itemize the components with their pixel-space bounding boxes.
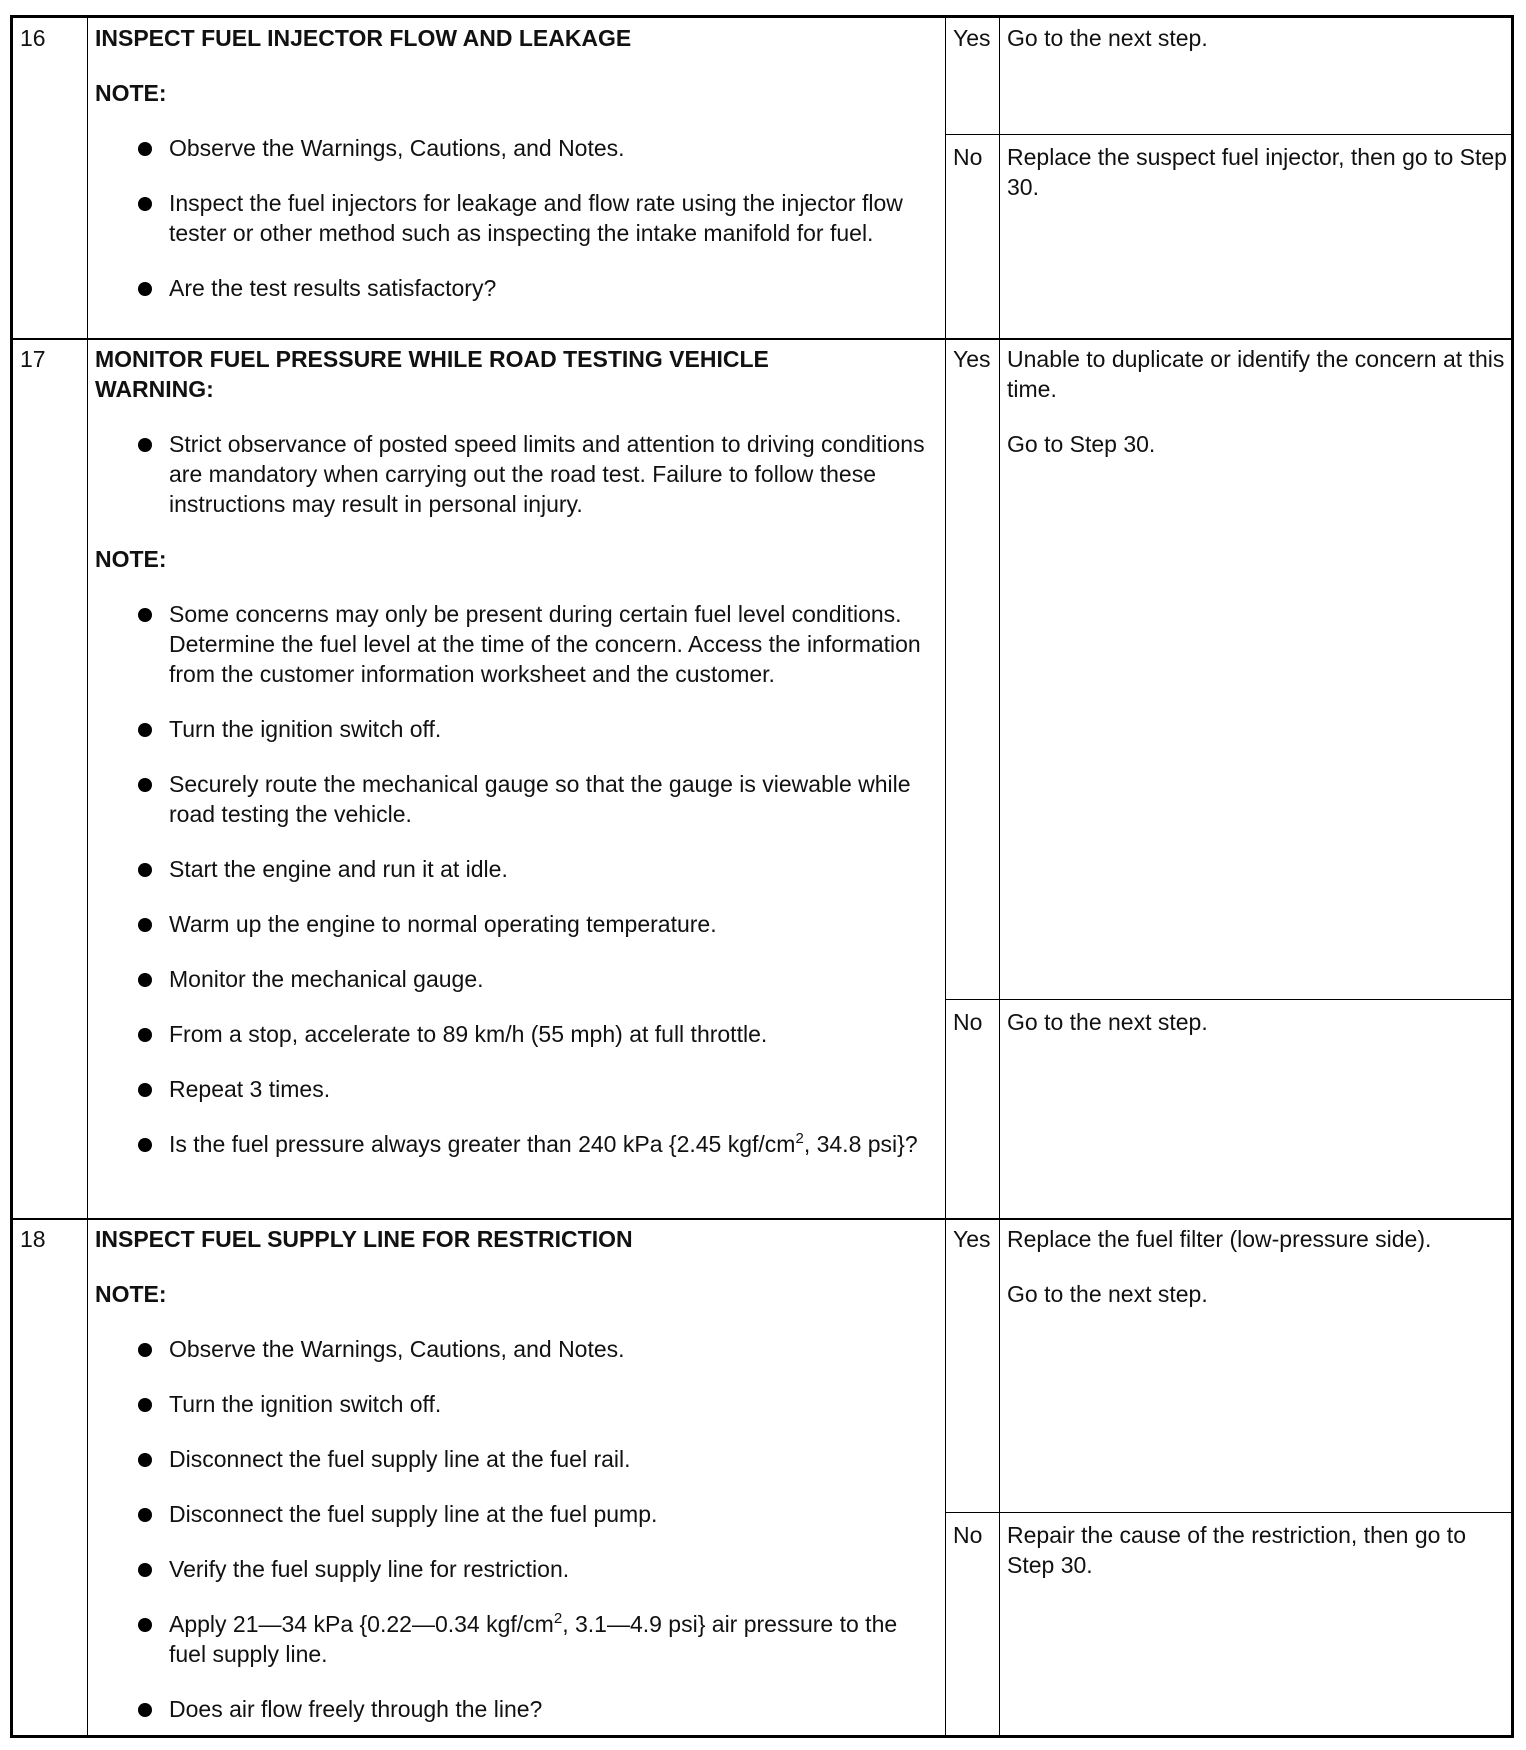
yes-label: Yes [953,1226,991,1252]
no-label: No [953,144,983,170]
note-label: NOTE: [95,546,167,572]
yes-action: Replace the fuel filter (low-pressure side). [1007,1226,1432,1252]
list-item: Disconnect the fuel supply line at the fuel rail. [95,1444,935,1474]
yes-action: Unable to duplicate or identify the concern at this time. [1007,346,1505,402]
step-number: 17 [20,346,46,372]
yes-action-next: Go to Step 30. [1007,431,1156,457]
yes-action-cell [1007,344,1507,459]
column-divider [87,18,88,1735]
list-item: Disconnect the fuel supply line at the fuel pump. [95,1499,935,1529]
step-title: INSPECT FUEL INJECTOR FLOW AND LEAKAGE [95,25,632,51]
warning-label: WARNING: [95,376,214,402]
list-item: Warm up the engine to normal operating temperature. [95,909,935,939]
step-title: INSPECT FUEL SUPPLY LINE FOR RESTRICTION [95,1226,633,1252]
step-title: MONITOR FUEL PRESSURE WHILE ROAD TESTING VEHICLE [95,346,769,372]
yes-action-cell [1007,1224,1507,1309]
note-label: NOTE: [95,80,167,106]
no-label: No [953,1522,983,1548]
yes-no-divider [945,999,1511,1000]
list-item: Securely route the mechanical gauge so that the gauge is viewable while road testing the vehicle. [95,769,935,829]
list-item: Monitor the mechanical gauge. [95,964,935,994]
yes-no-divider [945,134,1511,135]
list-item: Turn the ignition switch off. [95,714,935,744]
list-item-text: , 34.8 psi}? [803,1131,918,1157]
superscript: 2 [553,1610,563,1627]
yes-label: Yes [953,25,991,51]
no-label: No [953,1009,983,1035]
yes-no-divider [945,1512,1511,1513]
row-divider [13,338,1511,340]
list-item: Start the engine and run it at idle. [95,854,935,884]
no-action: Go to the next step. [1007,1009,1208,1035]
list-item-text: , 3.1—4.9 psi} air pressure to the fuel supply line. [169,1611,898,1667]
list-item: Does air flow freely through the line? [95,1694,935,1724]
no-action: Repair the cause of the restriction, then go to Step 30. [1007,1522,1466,1578]
list-item: Observe the Warnings, Cautions, and Notes. [95,1334,935,1364]
step-number: 16 [20,25,46,51]
list-item: Repeat 3 times. [95,1074,935,1104]
column-divider [999,18,1000,1735]
list-item: Some concerns may only be present during certain fuel level conditions. Determine the fuel level at the time of the concern. Access the information from the customer information worksheet and the customer. [95,599,935,689]
step-number: 18 [20,1226,46,1252]
diagnostic-table [10,15,1514,1738]
yes-action-next: Go to the next step. [1007,1281,1208,1307]
list-item: Are the test results satisfactory? [95,273,935,303]
list-item [95,1129,935,1159]
list-item: Inspect the fuel injectors for leakage and flow rate using the injector flow tester or other method such as inspecting the intake manifold for fuel. [95,188,935,248]
no-action: Replace the suspect fuel injector, then go to Step 30. [1007,144,1507,200]
list-item: Verify the fuel supply line for restriction. [95,1554,935,1584]
step-17-content [95,344,935,1159]
step-18-content [95,1224,935,1724]
note-label: NOTE: [95,1281,167,1307]
yes-label: Yes [953,346,991,372]
yes-action: Go to the next step. [1007,25,1208,51]
list-item: From a stop, accelerate to 89 km/h (55 mph) at full throttle. [95,1019,935,1049]
warning-item: Strict observance of posted speed limits and attention to driving conditions are mandatory when carrying out the road test. Failure to follow these instructions may result in personal injury. [95,429,935,519]
list-item-text: Is the fuel pressure always greater than 240 kPa {2.45 kgf/cm [169,1131,796,1157]
list-item: Turn the ignition switch off. [95,1389,935,1419]
list-item [95,1609,935,1669]
list-item: Observe the Warnings, Cautions, and Notes. [95,133,935,163]
step-16-content [95,23,935,303]
list-item-text: Apply 21—34 kPa {0.22—0.34 kgf/cm [169,1611,554,1637]
column-divider [945,18,946,1735]
superscript: 2 [795,1130,804,1147]
row-divider [13,1218,1511,1220]
